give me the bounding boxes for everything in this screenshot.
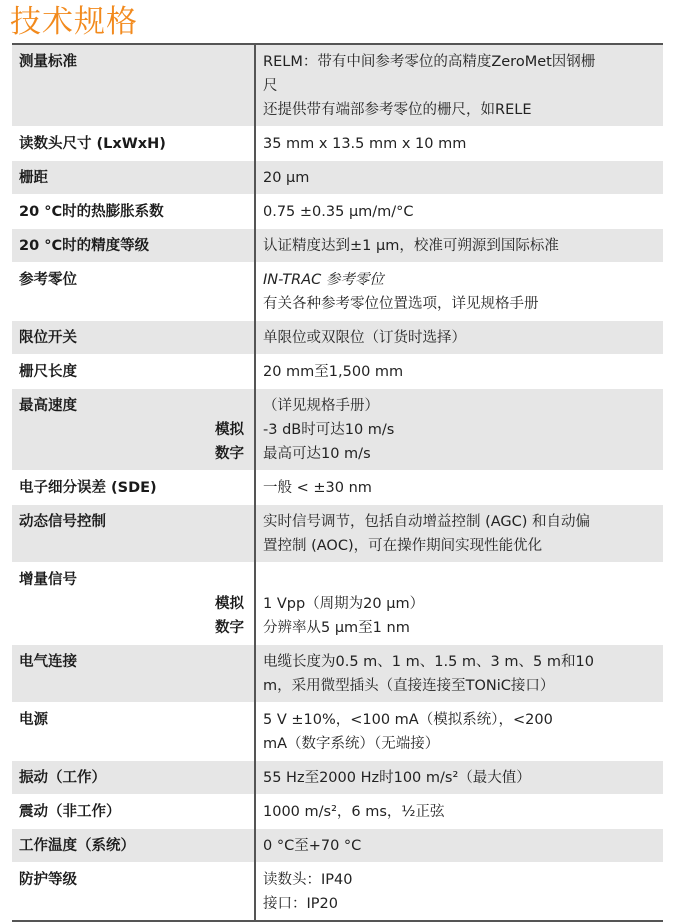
- value-line: （详见规格手册）: [263, 398, 379, 414]
- value-line: 还提供带有端部参考零位的栅尺，如RELE: [263, 102, 532, 118]
- param-value: [255, 195, 663, 229]
- value-line: 分辨率从5 µm至1 nm: [263, 620, 410, 636]
- sublabel-analog: 模拟: [215, 596, 244, 612]
- spec-row-dynamic-signal-control: [12, 505, 663, 563]
- spec-table: [12, 43, 663, 922]
- spec-row-pitch: [12, 161, 663, 195]
- value-line: 55 Hz至2000 Hz时100 m/s²（最大值）: [263, 770, 531, 786]
- param-label: 防护等级: [12, 863, 255, 922]
- spec-row-operating-temperature: [12, 829, 663, 863]
- sublabel-digital: 数字: [215, 620, 244, 636]
- spec-row-max-speed: [12, 389, 663, 471]
- param-label: 工作温度（系统）: [12, 829, 255, 863]
- param-value: [255, 263, 663, 321]
- sublabel-analog: 模拟: [215, 422, 244, 438]
- value-line: 最高可达10 m/s: [263, 446, 371, 462]
- value-line: 实时信号调节，包括自动增益控制 (AGC) 和自动偏: [263, 514, 591, 530]
- spec-row-electrical-connection: [12, 645, 663, 703]
- spec-row-limit-switch: [12, 321, 663, 355]
- value-line: m，采用微型插头（直接连接至TONiC接口）: [263, 678, 555, 694]
- spec-row-incremental-signal: [12, 563, 663, 645]
- value-line: 20 mm至1,500 mm: [263, 364, 404, 380]
- param-value: [255, 355, 663, 389]
- param-label: 测量标准: [12, 44, 255, 127]
- value-line: RELM：带有中间参考零位的高精度ZeroMet因钢栅: [263, 54, 596, 70]
- page-title: 技术规格: [10, 4, 138, 40]
- param-value: [255, 471, 663, 505]
- spec-row-sde: [12, 471, 663, 505]
- value-line: 置控制 (AOC)，可在操作期间实现性能优化: [263, 538, 543, 554]
- param-value: [255, 505, 663, 563]
- param-label: 震动（非工作）: [12, 795, 255, 829]
- value-line: 1 Vpp（周期为20 µm）: [263, 596, 425, 612]
- param-label: 栅距: [12, 161, 255, 195]
- value-line: 尺: [263, 78, 278, 94]
- param-value: [255, 795, 663, 829]
- param-label: [12, 389, 255, 471]
- param-value: [255, 563, 663, 645]
- param-value: [255, 389, 663, 471]
- param-value: [255, 703, 663, 761]
- value-line: mA（数字系统）（无端接）: [263, 736, 440, 752]
- param-label: 20 °C时的热膨胀系数: [12, 195, 255, 229]
- value-line: 认证精度达到±1 µm，校准可朔源到国际标准: [263, 238, 559, 254]
- param-value: [255, 44, 663, 127]
- param-label: 20 °C时的精度等级: [12, 229, 255, 263]
- value-line: 20 µm: [263, 170, 310, 186]
- param-label: 动态信号控制: [12, 505, 255, 563]
- spec-row-readhead-size: [12, 127, 663, 161]
- value-line: 电缆长度为0.5 m、1 m、1.5 m、3 m、5 m和10: [263, 654, 594, 670]
- value-line: 35 mm x 13.5 mm x 10 mm: [263, 136, 467, 152]
- value-line: 读数头：IP40: [263, 872, 353, 888]
- value-line: 0.75 ±0.35 µm/m/°C: [263, 204, 414, 220]
- value-line: IN-TRAC 参考零位: [263, 272, 384, 288]
- value-line: 有关各种参考零位位置选项，详见规格手册: [263, 296, 539, 312]
- spec-row-reference-mark: [12, 263, 663, 321]
- param-value: [255, 229, 663, 263]
- param-label-text: 增量信号: [19, 572, 77, 588]
- value-line: [263, 568, 656, 592]
- sublabel-digital: 数字: [215, 446, 244, 462]
- spec-row-shock: [12, 795, 663, 829]
- param-value: [255, 321, 663, 355]
- param-label: 限位开关: [12, 321, 255, 355]
- param-label: 栅尺长度: [12, 355, 255, 389]
- spec-row-vibration: [12, 761, 663, 795]
- value-line: 5 V ±10%，<100 mA（模拟系统），<200: [263, 712, 553, 728]
- param-value: [255, 761, 663, 795]
- param-label: 振动（工作）: [12, 761, 255, 795]
- param-value: [255, 127, 663, 161]
- param-label: [12, 563, 255, 645]
- param-label: 电源: [12, 703, 255, 761]
- value-line: 0 °C至+70 °C: [263, 838, 362, 854]
- spec-row-sealing: [12, 863, 663, 922]
- spec-row-scale-length: [12, 355, 663, 389]
- param-label: 读数头尺寸 (LxWxH): [12, 127, 255, 161]
- spec-row-accuracy: [12, 229, 663, 263]
- param-value: [255, 863, 663, 922]
- param-label: 电气连接: [12, 645, 255, 703]
- value-line: -3 dB时可达10 m/s: [263, 422, 395, 438]
- value-line: 一般 < ±30 nm: [263, 480, 372, 496]
- param-value: [255, 645, 663, 703]
- param-label-text: 最高速度: [19, 398, 77, 414]
- spec-row-measurement-standard: [12, 44, 663, 127]
- param-value: [255, 161, 663, 195]
- param-value: [255, 829, 663, 863]
- param-label: 参考零位: [12, 263, 255, 321]
- param-label: 电子细分误差 (SDE): [12, 471, 255, 505]
- spec-row-thermal-expansion: [12, 195, 663, 229]
- spec-row-power-supply: [12, 703, 663, 761]
- value-line: 1000 m/s²，6 ms，½正弦: [263, 804, 445, 820]
- value-line: 接口：IP20: [263, 896, 338, 912]
- value-line: 单限位或双限位（订货时选择）: [263, 330, 466, 346]
